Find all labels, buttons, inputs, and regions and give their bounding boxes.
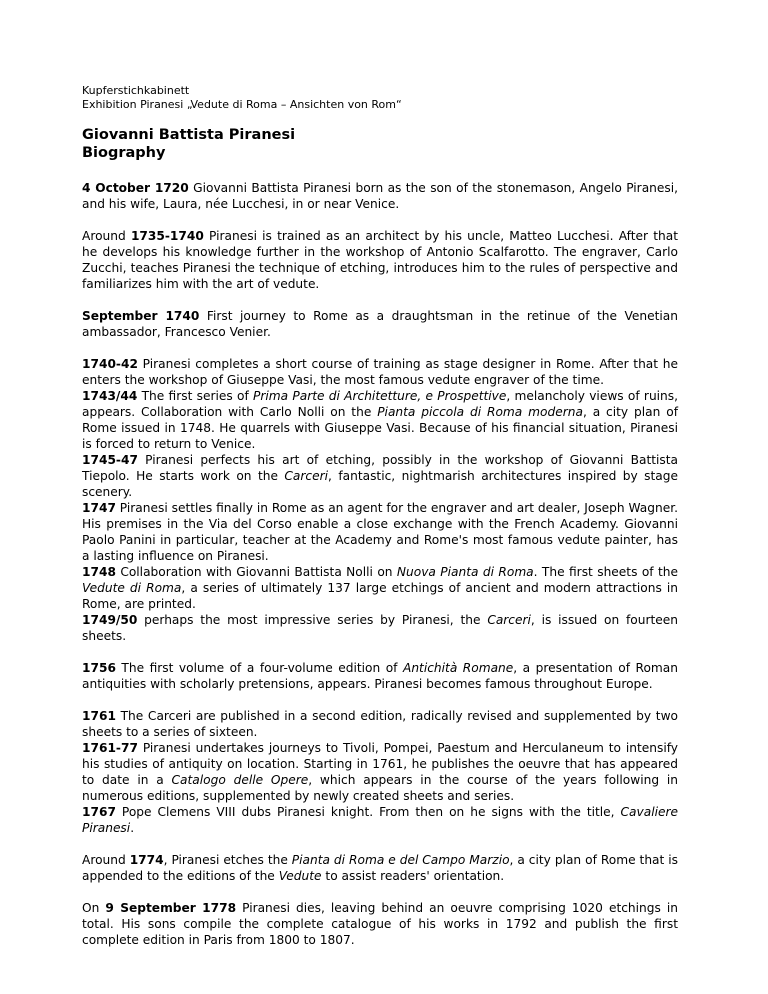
entry-date: 1749/50 bbox=[82, 613, 138, 627]
bio-entry-1774 bbox=[82, 852, 678, 884]
entry-text: , a presentation of Roman antiquities with scholarly pretensions, appears. Piranesi becomes famous throughout Europe. bbox=[82, 661, 678, 691]
bio-entry-1720 bbox=[82, 180, 678, 212]
document-page bbox=[82, 84, 678, 948]
entry-text: , fantastic, nightmarish architectures inspired by stage scenery. bbox=[82, 469, 678, 499]
entry-title: Pianta di Roma e del Campo Marzio bbox=[291, 853, 510, 867]
entry-text: . bbox=[130, 821, 135, 835]
entry-date: 9 September 1778 bbox=[105, 901, 237, 915]
entry-text: , is issued on fourteen sheets. bbox=[82, 613, 678, 643]
entry-prefix: On bbox=[82, 901, 106, 915]
bio-entry-1749 bbox=[82, 612, 678, 644]
bio-entry-1756 bbox=[82, 660, 678, 692]
entry-title: Cavaliere Piranesi bbox=[82, 805, 678, 835]
entry-date: 1745-47 bbox=[82, 453, 138, 467]
entry-text: The first volume of a four-volume edition of bbox=[115, 661, 403, 675]
entry-date: 1740-42 bbox=[82, 357, 138, 371]
entry-text: Piranesi perfects his art of etching, possibly in the workshop of Giovanni Battista Tiepolo. He starts work on the bbox=[82, 453, 678, 483]
entry-title: Carceri bbox=[284, 469, 329, 483]
entry-text: , Piranesi etches the bbox=[163, 853, 292, 867]
entry-date: 1774 bbox=[129, 853, 164, 867]
entry-text: to assist readers' orientation. bbox=[321, 869, 505, 883]
entry-text: Piranesi is trained as an architect by his uncle, Matteo Lucchesi. After that he develops his knowledge further in the workshop of Antonio Scalfarotto. The engraver, Carlo Zucchi, teaches Piranesi the technique of etching, introduces him to the rules of perspective and familiarizes him with the art of vedute. bbox=[82, 229, 678, 291]
bio-entry-1745 bbox=[82, 452, 678, 500]
bio-entry-1743 bbox=[82, 388, 678, 452]
bio-entry-1761 bbox=[82, 708, 678, 740]
bio-entry-1735 bbox=[82, 228, 678, 292]
entry-text: The Carceri are published in a second edition, radically revised and supplemented by two sheets to a series of sixteen. bbox=[82, 709, 678, 739]
entry-text: , melancholy views of ruins, appears. Collaboration with Carlo Nolli on the bbox=[82, 389, 678, 419]
entry-title: Carceri bbox=[487, 613, 531, 627]
exhibition-line: Exhibition Piranesi „Vedute di Roma – Ansichten von Rom“ bbox=[82, 98, 402, 111]
entry-text: , a series of ultimately 137 large etchings of ancient and modern attractions in Rome, are printed. bbox=[82, 581, 678, 611]
entry-text: , a city plan of Rome issued in 1748. He quarrels with Giuseppe Vasi. Because of his financial situation, Piranesi is forced to return to Venice. bbox=[82, 405, 678, 451]
entry-text: First journey to Rome as a draughtsman in the retinue of the Venetian ambassador, Francesco Venier. bbox=[82, 309, 678, 339]
entry-date: 1748 bbox=[82, 565, 116, 579]
page-title: Giovanni Battista Piranesi bbox=[82, 127, 296, 143]
entry-date: 1761-77 bbox=[82, 741, 138, 755]
bio-entry-1778 bbox=[82, 900, 678, 948]
entry-date: 1747 bbox=[82, 501, 116, 515]
entry-text: Giovanni Battista Piranesi born as the son of the stonemason, Angelo Piranesi, and his wife, Laura, née Lucchesi, in or near Venice. bbox=[82, 181, 678, 211]
entry-title: Vedute di Roma bbox=[82, 581, 182, 595]
bio-entry-1740 bbox=[82, 308, 678, 340]
entry-text: Piranesi undertakes journeys to Tivoli, Pompei, Paestum and Herculaneum to intensify his studies of antiquity on location. Starting in 1761, he publishes the oeuvre that has appeared to date in a bbox=[82, 741, 678, 787]
entry-date: 1767 bbox=[82, 805, 116, 819]
entry-date: 1735-1740 bbox=[130, 229, 204, 243]
entry-prefix: Around bbox=[82, 853, 130, 867]
entry-text: The first series of bbox=[137, 389, 254, 403]
entry-prefix: Around bbox=[82, 229, 131, 243]
entry-text: perhaps the most impressive series by Piranesi, the bbox=[137, 613, 488, 627]
entry-date: 4 October 1720 bbox=[82, 181, 189, 195]
institution-line: Kupferstichkabinett bbox=[82, 84, 190, 97]
entry-date: September 1740 bbox=[82, 309, 200, 323]
entry-title: Prima Parte di Architetture, e Prospettive bbox=[253, 389, 507, 403]
entry-title: Nuova Pianta di Roma bbox=[396, 565, 534, 579]
entry-date: 1761 bbox=[82, 709, 116, 723]
bio-entry-1740-42 bbox=[82, 356, 678, 388]
entry-title: Vedute bbox=[278, 869, 322, 883]
entry-title: Pianta piccola di Roma moderna bbox=[377, 405, 583, 419]
entry-date: 1743/44 bbox=[82, 389, 138, 403]
entry-title: Antichità Romane bbox=[403, 661, 514, 675]
bio-entry-1767 bbox=[82, 804, 678, 836]
page-subtitle: Biography bbox=[82, 145, 166, 161]
entry-text: , which appears in the course of the years following in numerous editions, supplemented by newly created sheets and series. bbox=[82, 773, 678, 803]
bio-entry-1748 bbox=[82, 564, 678, 612]
entry-text: Piranesi settles finally in Rome as an agent for the engraver and art dealer, Joseph Wagner. His premises in the Via del Corso enable a close exchange with the French Academy. Giovanni Paolo Panini in particular, teacher at the Academy and Rome's most famous vedute painter, has a lasting influence on Piranesi. bbox=[82, 501, 678, 563]
entry-date: 1756 bbox=[82, 661, 116, 675]
entry-text: Piranesi dies, leaving behind an oeuvre comprising 1020 etchings in total. His sons compile the complete catalogue of his works in 1792 and publish the first complete edition in Paris from 1800 to 1807. bbox=[82, 901, 678, 947]
bio-entry-1761-77 bbox=[82, 740, 678, 804]
entry-text: Piranesi completes a short course of training as stage designer in Rome. After that he enters the workshop of Giuseppe Vasi, the most famous vedute engraver of the time. bbox=[82, 357, 678, 387]
entry-text: Pope Clemens VIII dubs Piranesi knight. From then on he signs with the title, bbox=[115, 805, 621, 819]
entry-text: , a city plan of Rome that is appended to the editions of the bbox=[82, 853, 678, 883]
bio-entry-1747 bbox=[82, 500, 678, 564]
entry-text: Collaboration with Giovanni Battista Nolli on bbox=[115, 565, 397, 579]
entry-title: Catalogo delle Opere bbox=[171, 773, 309, 787]
entry-text: . The first sheets of the bbox=[533, 565, 678, 579]
